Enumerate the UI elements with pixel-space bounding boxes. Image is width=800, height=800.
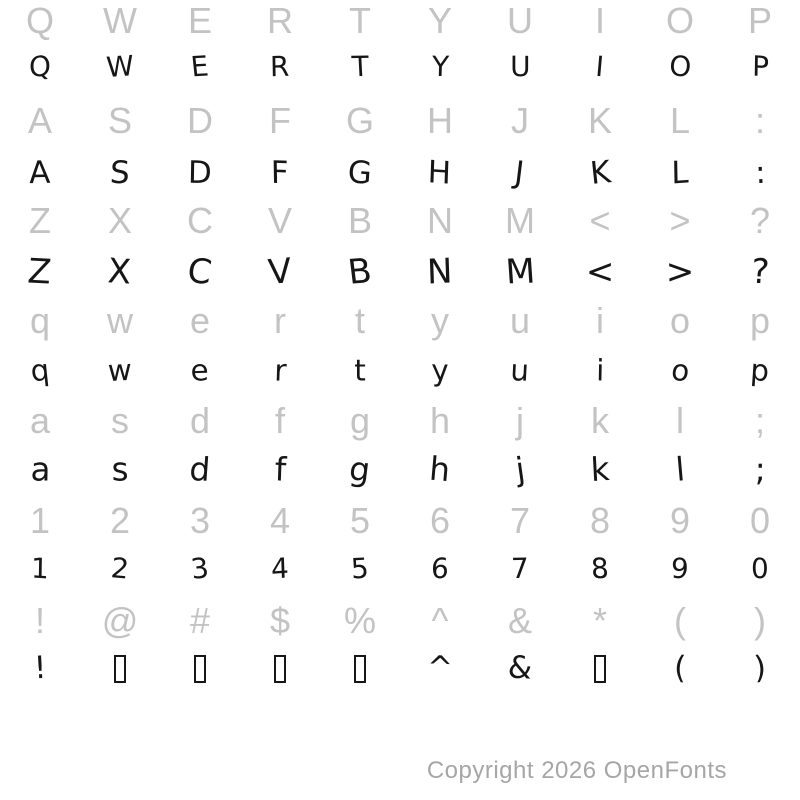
rendered-glyph-char: h — [427, 450, 452, 490]
reference-glyph: a — [29, 400, 51, 441]
rendered-glyph — [640, 142, 720, 196]
rendered-glyph-char: f — [273, 450, 287, 490]
rendered-glyph — [640, 342, 720, 396]
reference-glyph: g — [349, 400, 371, 441]
missing-glyph-box — [240, 642, 320, 696]
missing-glyph-box — [354, 655, 366, 683]
rendered-glyph-char: : — [754, 154, 767, 192]
rendered-glyph-char: d — [188, 450, 212, 490]
reference-glyph: s — [111, 400, 129, 441]
missing-glyph-box — [594, 655, 606, 683]
rendered-glyph-char: C — [185, 251, 215, 293]
rendered-glyph-char: t — [354, 353, 366, 389]
rendered-glyph-char: A — [28, 154, 52, 192]
reference-glyph: V — [267, 200, 292, 241]
rendered-glyph-char: Q — [28, 49, 52, 85]
reference-glyph: w — [107, 300, 133, 341]
rendered-glyph-char: U — [509, 50, 531, 84]
reference-glyph: 6 — [429, 500, 451, 541]
rendered-glyph — [80, 42, 160, 96]
reference-glyph: Y — [427, 0, 452, 41]
rendered-glyph-char: ) — [752, 649, 768, 687]
rendered-glyph-char: > — [665, 252, 695, 292]
rendered-glyph-char: V — [266, 251, 294, 293]
rendered-glyph — [240, 542, 320, 596]
reference-glyph: r — [274, 300, 286, 341]
reference-glyph: ( — [674, 600, 686, 641]
reference-glyph: I — [594, 0, 605, 41]
reference-glyph: 0 — [749, 500, 771, 541]
rendered-glyph — [320, 542, 400, 596]
rendered-glyph — [400, 342, 480, 396]
missing-glyph-box — [560, 642, 640, 696]
rendered-glyph-char: 4 — [270, 552, 290, 586]
reference-row-2 — [0, 100, 800, 142]
rendered-glyph — [400, 442, 480, 496]
rendered-glyph — [480, 442, 560, 496]
rendered-glyph — [160, 242, 240, 296]
rendered-glyph — [160, 142, 240, 196]
missing-glyph-box — [160, 642, 240, 696]
rendered-glyph-char: Y — [430, 50, 450, 84]
reference-glyph: ! — [34, 600, 45, 641]
reference-glyph: u — [509, 300, 531, 341]
missing-glyph-box — [114, 655, 126, 683]
rendered-glyph-char: s — [111, 450, 129, 490]
reference-glyph: t — [354, 300, 365, 341]
rendered-glyph — [720, 142, 800, 196]
reference-glyph: 8 — [589, 500, 611, 541]
rendered-glyph-char: ( — [673, 649, 687, 687]
rendered-glyph — [560, 242, 640, 296]
reference-glyph: E — [187, 0, 212, 41]
reference-glyph: ; — [754, 400, 765, 441]
rendered-glyph — [320, 442, 400, 496]
reference-glyph: 9 — [669, 500, 691, 541]
rendered-glyph-char: I — [594, 50, 606, 84]
rendered-glyph-char: 2 — [109, 552, 131, 586]
reference-glyph: e — [189, 300, 211, 341]
rendered-glyph — [480, 342, 560, 396]
rendered-glyph — [720, 242, 800, 296]
reference-glyph: C — [187, 200, 213, 241]
rendered-glyph-char: w — [107, 353, 133, 389]
rendered-glyph — [560, 342, 640, 396]
rendered-row-7 — [0, 642, 800, 696]
rendered-glyph — [80, 242, 160, 296]
missing-glyph-box — [194, 655, 206, 683]
reference-glyph: J — [511, 100, 529, 141]
reference-glyph: 2 — [109, 500, 131, 541]
reference-row-4 — [0, 300, 800, 342]
rendered-glyph-char: X — [107, 251, 133, 293]
reference-glyph: M — [505, 200, 535, 241]
rendered-glyph — [720, 42, 800, 96]
rendered-glyph-char: O — [668, 50, 692, 84]
rendered-row-4 — [0, 342, 800, 396]
rendered-glyph — [160, 42, 240, 96]
rendered-glyph — [320, 42, 400, 96]
reference-glyph: 4 — [269, 500, 291, 541]
reference-glyph: j — [516, 400, 524, 441]
rendered-glyph-char: L — [671, 154, 690, 192]
reference-glyph: T — [349, 0, 371, 41]
copyright-text: Copyright 2026 OpenFonts — [426, 757, 727, 784]
rendered-glyph-char: ! — [32, 649, 48, 687]
rendered-glyph — [480, 542, 560, 596]
rendered-glyph-char: P — [751, 50, 769, 84]
rendered-glyph-char: 9 — [670, 552, 690, 586]
reference-glyph: K — [587, 100, 612, 141]
rendered-glyph-char: 3 — [189, 552, 211, 586]
reference-glyph: B — [347, 200, 372, 241]
rendered-glyph-char: N — [426, 251, 454, 293]
rendered-row-3 — [0, 242, 800, 296]
reference-glyph: f — [274, 400, 285, 441]
reference-glyph: 5 — [349, 500, 371, 541]
rendered-glyph — [0, 142, 80, 196]
rendered-glyph-char: B — [346, 251, 375, 293]
rendered-glyph — [640, 642, 720, 696]
rendered-glyph — [400, 242, 480, 296]
reference-glyph: F — [269, 100, 291, 141]
rendered-glyph-char: ? — [749, 252, 771, 292]
rendered-glyph-char: 1 — [30, 552, 50, 586]
rendered-glyph — [0, 442, 80, 496]
reference-glyph: D — [187, 100, 213, 141]
rendered-glyph-char: 0 — [751, 552, 769, 586]
rendered-row-2 — [0, 142, 800, 196]
rendered-glyph — [240, 42, 320, 96]
reference-glyph: # — [189, 600, 211, 641]
reference-glyph: % — [343, 600, 376, 641]
reference-glyph: X — [107, 200, 132, 241]
rendered-glyph — [320, 242, 400, 296]
rendered-glyph — [560, 42, 640, 96]
reference-row-1 — [0, 0, 800, 42]
rendered-glyph — [80, 442, 160, 496]
rendered-glyph — [320, 342, 400, 396]
reference-glyph: R — [267, 0, 293, 41]
rendered-glyph — [560, 542, 640, 596]
reference-glyph: o — [669, 300, 691, 341]
rendered-glyph-char: a — [29, 451, 51, 489]
reference-glyph: 7 — [509, 500, 531, 541]
reference-glyph: ^ — [431, 600, 449, 641]
rendered-glyph — [480, 642, 560, 696]
rendered-glyph-char: G — [346, 154, 374, 192]
reference-glyph: 3 — [189, 500, 211, 541]
rendered-glyph — [160, 442, 240, 496]
reference-glyph: $ — [269, 600, 291, 641]
rendered-glyph-char: E — [189, 50, 211, 84]
rendered-glyph — [320, 142, 400, 196]
reference-glyph: k — [591, 400, 609, 441]
rendered-glyph — [720, 642, 800, 696]
rendered-glyph-char: T — [350, 50, 370, 84]
rendered-glyph — [480, 142, 560, 196]
rendered-glyph — [400, 542, 480, 596]
rendered-glyph — [640, 242, 720, 296]
reference-glyph: N — [427, 200, 453, 241]
rendered-glyph — [400, 142, 480, 196]
rendered-glyph — [80, 342, 160, 396]
reference-glyph: S — [107, 100, 132, 141]
reference-glyph: Z — [29, 200, 51, 241]
reference-glyph: H — [427, 100, 453, 141]
rendered-glyph-char: 6 — [430, 552, 450, 586]
reference-row-5 — [0, 400, 800, 442]
reference-glyph: < — [589, 200, 611, 241]
missing-glyph-box — [274, 655, 286, 683]
reference-glyph: l — [676, 400, 684, 441]
rendered-row-5 — [0, 442, 800, 496]
rendered-glyph-char: D — [187, 154, 213, 192]
rendered-glyph — [480, 42, 560, 96]
rendered-glyph-char: K — [588, 154, 613, 192]
rendered-glyph — [0, 42, 80, 96]
rendered-glyph — [640, 442, 720, 496]
rendered-glyph-char: o — [669, 353, 691, 389]
rendered-glyph — [80, 542, 160, 596]
rendered-glyph — [80, 142, 160, 196]
reference-glyph: d — [189, 400, 211, 441]
rendered-glyph-char: S — [109, 155, 131, 191]
rendered-glyph-char: 8 — [590, 552, 610, 586]
rendered-glyph-char: u — [509, 353, 531, 389]
rendered-glyph-char: W — [104, 49, 135, 85]
reference-glyph: q — [29, 300, 51, 341]
rendered-glyph — [720, 342, 800, 396]
rendered-glyph — [560, 142, 640, 196]
rendered-glyph-char: r — [273, 353, 287, 389]
rendered-glyph-char: p — [749, 353, 771, 389]
rendered-glyph-char: 5 — [349, 552, 370, 586]
rendered-glyph — [240, 142, 320, 196]
reference-row-3 — [0, 200, 800, 242]
reference-glyph: : — [754, 100, 765, 141]
rendered-glyph — [160, 542, 240, 596]
reference-glyph: P — [747, 0, 772, 41]
reference-glyph: G — [345, 100, 374, 141]
rendered-glyph — [480, 242, 560, 296]
rendered-glyph — [0, 642, 80, 696]
reference-row-6 — [0, 500, 800, 542]
rendered-glyph-char: i — [595, 353, 605, 389]
reference-glyph: p — [749, 300, 771, 341]
rendered-row-6 — [0, 542, 800, 596]
reference-glyph: L — [669, 100, 691, 141]
rendered-glyph-char: y — [430, 353, 450, 389]
reference-glyph: h — [429, 400, 451, 441]
rendered-glyph — [400, 42, 480, 96]
reference-glyph: ? — [749, 200, 771, 241]
rendered-glyph — [0, 242, 80, 296]
rendered-glyph-char: & — [506, 649, 535, 687]
reference-glyph: & — [507, 600, 532, 641]
rendered-glyph-char: j — [512, 450, 528, 490]
rendered-glyph-char: J — [512, 154, 527, 192]
rendered-glyph-char: g — [347, 450, 373, 490]
rendered-glyph — [720, 542, 800, 596]
rendered-glyph — [240, 442, 320, 496]
rendered-glyph-char: k — [589, 450, 611, 490]
missing-glyph-box — [320, 642, 400, 696]
rendered-glyph-char: Z — [26, 251, 54, 293]
rendered-glyph — [720, 442, 800, 496]
rendered-glyph-char: ; — [754, 450, 766, 490]
reference-glyph: ) — [754, 600, 766, 641]
rendered-glyph-char: H — [427, 154, 452, 192]
reference-glyph: i — [596, 300, 604, 341]
rendered-glyph-char: 7 — [510, 552, 530, 586]
reference-glyph: @ — [101, 600, 139, 641]
reference-glyph: Q — [25, 0, 54, 41]
rendered-glyph — [400, 642, 480, 696]
rendered-glyph-char: q — [29, 353, 52, 389]
reference-glyph: A — [27, 100, 52, 141]
rendered-glyph — [640, 542, 720, 596]
rendered-glyph — [240, 342, 320, 396]
rendered-glyph — [0, 542, 80, 596]
rendered-glyph — [0, 342, 80, 396]
rendered-glyph-char: M — [504, 251, 537, 293]
reference-glyph: W — [103, 0, 137, 41]
rendered-row-1 — [0, 42, 800, 96]
reference-glyph: O — [665, 0, 694, 41]
rendered-glyph — [160, 342, 240, 396]
rendered-glyph-char: l — [673, 450, 687, 490]
reference-glyph: U — [507, 0, 533, 41]
reference-glyph: > — [669, 200, 691, 241]
missing-glyph-box — [80, 642, 160, 696]
rendered-glyph — [560, 442, 640, 496]
reference-glyph: * — [592, 600, 607, 641]
rendered-glyph-char: < — [585, 251, 615, 293]
rendered-glyph-char: R — [269, 50, 290, 84]
rendered-glyph — [640, 42, 720, 96]
rendered-glyph — [240, 242, 320, 296]
reference-glyph: y — [431, 300, 449, 341]
rendered-glyph-char: e — [190, 353, 211, 389]
rendered-glyph-char: ^ — [426, 649, 454, 687]
reference-glyph: 1 — [29, 500, 51, 541]
rendered-glyph-char: F — [270, 154, 290, 192]
reference-row-7 — [0, 600, 800, 642]
